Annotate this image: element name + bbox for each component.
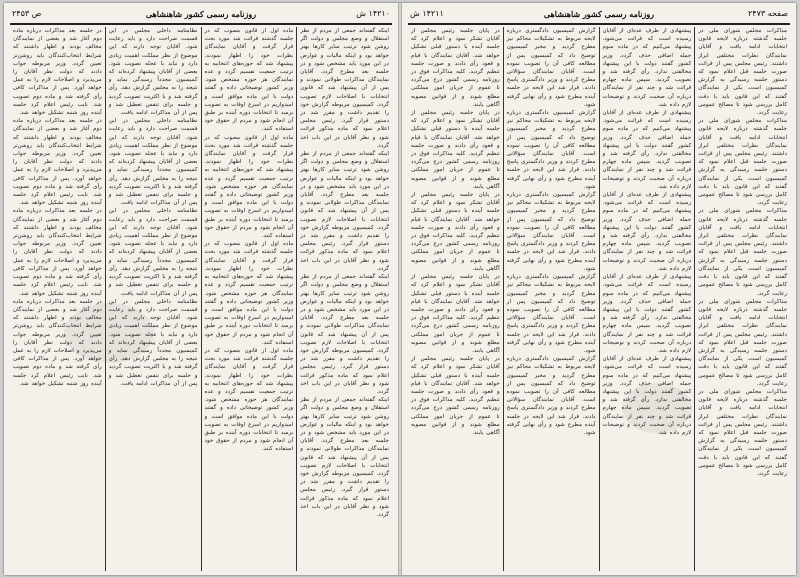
column-text: مذاکرات مجلس شورای ملی در جلسه گذشته درباره لایحه قانون انتخابات ادامه یافت و آقایان نمایندگان نظرات مختلفی ابراز داشتند. رئیس مجلس پس از قرائت صورت جلسه قبل اعلام نمود که دستور جلسه رسیدگی به گزارش کمیسیون است. یکی از نمایندگان گفتند که این قانون باید با دقت کامل بررسی شود تا مصالح عمومی رعایت گردد. bbox=[698, 28, 787, 117]
column-text: ماده اول از قانون مصوب که در جلسه گذشته قرائت شد مورد بحث قرار گرفت و آقایان نمایندگان نظرات خود را اظهار نمودند. پیشنهاد شد که حوزه‌های انتخابیه به ترتیب جمعیت تقسیم گردد و عده نمایندگان هر حوزه مشخص شود. وزیر کشور توضیحاتی داده و گفتند دولت با این ماده موافق است و امیدواریم در اسرع اوقات به تصویب برسد تا انتخابات دوره آینده بر طبق آن انجام شود و مردم از حقوق خود استفاده کنند. bbox=[204, 241, 294, 346]
left-column-4 bbox=[10, 27, 105, 571]
column-text: در جلسه بعد مذاکرات درباره ماده دوم آغاز شد و بعضی از نمایندگان مخالف بودند و اظهار داشتند که شرایط انتخاب‌کنندگان باید روشن‌تر تعیین گردد. وزیر مربوطه جواب دادند که دولت نظر آقایان را می‌پذیرد و اصلاحات لازم را به عمل خواهد آورد. پس از مذاکرات کافی رأی گرفته شد و ماده دوم تصویب شد. نایب رئیس اعلام کرد جلسه آینده روز شنبه تشکیل خواهد شد. bbox=[13, 298, 102, 387]
right-issue-number: ۱۴۲۱۱ ش bbox=[410, 9, 444, 18]
column-text: پیشنهادی از طرف عده‌ای از آقایان رسیده است که قرائت می‌شود. پیشنهاد می‌کنیم که در ماده سوم جمله اضافی حذف گردد. وزیر کشور گفتند دولت با این پیشنهاد مخالفتی ندارد. رأی گرفته شد و تصویب گردید. سپس ماده چهارم قرائت شد و چند نفر از نمایندگان درباره آن صحبت کردند و توضیحات لازم داده شد. bbox=[602, 274, 692, 354]
column-text: گزارش کمیسیون دادگستری درباره لایحه مربوط به تشکیلات محاکم نیز مطرح گردید و مخبر کمیسیون توضیح داد که کمیسیون پس از مطالعه کافی آن را تصویب نموده است. آقایان نمایندگان سؤالاتی مطرح کردند و وزیر دادگستری پاسخ دادند. قرار شد این لایحه در جلسه آینده مطرح شود و رأی نهایی گرفته شود. bbox=[506, 356, 596, 436]
column-text: نظامنامه داخلی مجلس در این قسمت صراحت دارد و باید رعایت شود. آقایان توجه دارند که این موضوع از نظر مملکت اهمیت زیادی دارد و نباید با عجله تصویب شود. بعضی از آقایان پیشنهاد کرده‌اند که کمیسیون مجدداً رسیدگی نماید و نتیجه را به مجلس گزارش دهد. رأی گرفته شد و با اکثریت تصویب گردید و جلسه برای تنفس تعطیل شد و پس از آن مذاکرات ادامه یافت. bbox=[108, 118, 198, 207]
left-page-title: روزنامه رسمی کشور شاهنشاهی bbox=[145, 9, 257, 19]
column-text: نظامنامه داخلی مجلس در این قسمت صراحت دارد و باید رعایت شود. آقایان توجه دارند که این موضوع از نظر مملکت اهمیت زیادی دارد و نباید با عجله تصویب شود. بعضی از آقایان پیشنهاد کرده‌اند که کمیسیون مجدداً رسیدگی نماید و نتیجه را به مجلس گزارش دهد. رأی گرفته شد و با اکثریت تصویب گردید و جلسه برای تنفس تعطیل شد و پس از آن مذاکرات ادامه یافت. bbox=[108, 28, 198, 117]
left-issue-number: ۱۴۲۱۰ ش bbox=[356, 9, 390, 18]
left-page-header bbox=[10, 7, 392, 25]
column-text: اینکه گفته‌اند جمعی از مردم از نظر استقلال و وضع مجلس و دولت اگر روشن شود ترتیب سایر کارها بهتر خواهد بود و اینکه مالیات و عوارض در این مورد باید مشخص شود و در جلسه بعد مطرح گردد. آقایان نمایندگان مذاکرات طولانی نمودند و پس از آن پیشنهاد شد که قانون انتخابات با اصلاحات لازم تصویب گردد. کمیسیون مربوطه گزارش خود را تقدیم داشت و مقرر شد در دستور قرار گیرد. رئیس مجلس اعلام نمود که ماده مذکور قرائت شود و نظر آقایان در این باب اخذ گردد. bbox=[300, 28, 389, 149]
column-text: در جلسه بعد مذاکرات درباره ماده دوم آغاز شد و بعضی از نمایندگان مخالف بودند و اظهار داشتند که شرایط انتخاب‌کنندگان باید روشن‌تر تعیین گردد. وزیر مربوطه جواب دادند که دولت نظر آقایان را می‌پذیرد و اصلاحات لازم را به عمل خواهد آورد. پس از مذاکرات کافی رأی گرفته شد و ماده دوم تصویب شد. نایب رئیس اعلام کرد جلسه آینده روز شنبه تشکیل خواهد شد. bbox=[13, 118, 102, 207]
column-text: مذاکرات مجلس شورای ملی در جلسه گذشته درباره لایحه قانون انتخابات ادامه یافت و آقایان نمایندگان نظرات مختلفی ابراز داشتند. رئیس مجلس پس از قرائت صورت جلسه قبل اعلام نمود که دستور جلسه رسیدگی به گزارش کمیسیون است. یکی از نمایندگان گفتند که این قانون باید با دقت کامل بررسی شود تا مصالح عمومی رعایت گردد. bbox=[698, 118, 787, 207]
right-page bbox=[402, 3, 796, 575]
paper-stain bbox=[64, 303, 154, 363]
column-text: اینکه گفته‌اند جمعی از مردم از نظر استقلال و وضع مجلس و دولت اگر روشن شود ترتیب سایر کارها بهتر خواهد بود و اینکه مالیات و عوارض در این مورد باید مشخص شود و در جلسه بعد مطرح گردد. آقایان نمایندگان مذاکرات طولانی نمودند و پس از آن پیشنهاد شد که قانون انتخابات با اصلاحات لازم تصویب گردد. کمیسیون مربوطه گزارش خود را تقدیم داشت و مقرر شد در دستور قرار گیرد. رئیس مجلس اعلام نمود که ماده مذکور قرائت شود و نظر آقایان در این باب اخذ گردد. bbox=[300, 151, 389, 272]
column-text: اینکه گفته‌اند جمعی از مردم از نظر استقلال و وضع مجلس و دولت اگر روشن شود ترتیب سایر کارها بهتر خواهد بود و اینکه مالیات و عوارض در این مورد باید مشخص شود و در جلسه بعد مطرح گردد. آقایان نمایندگان مذاکرات طولانی نمودند و پس از آن پیشنهاد شد که قانون انتخابات با اصلاحات لازم تصویب گردد. کمیسیون مربوطه گزارش خود را تقدیم داشت و مقرر شد در دستور قرار گیرد. رئیس مجلس اعلام نمود که ماده مذکور قرائت شود و نظر آقایان در این باب اخذ گردد. bbox=[300, 397, 389, 518]
right-page-header bbox=[408, 7, 790, 25]
column-text: نظامنامه داخلی مجلس در این قسمت صراحت دارد و باید رعایت شود. آقایان توجه دارند که این موضوع از نظر مملکت اهمیت زیادی دارد و نباید با عجله تصویب شود. بعضی از آقایان پیشنهاد کرده‌اند که کمیسیون مجدداً رسیدگی نماید و نتیجه را به مجلس گزارش دهد. رأی گرفته شد و با اکثریت تصویب گردید و جلسه برای تنفس تعطیل شد و پس از آن مذاکرات ادامه یافت. bbox=[108, 298, 198, 387]
column-text: گزارش کمیسیون دادگستری درباره لایحه مربوط به تشکیلات محاکم نیز مطرح گردید و مخبر کمیسیون توضیح داد که کمیسیون پس از مطالعه کافی آن را تصویب نموده است. آقایان نمایندگان سؤالاتی مطرح کردند و وزیر دادگستری پاسخ دادند. قرار شد این لایحه در جلسه آینده مطرح شود و رأی نهایی گرفته شود. bbox=[506, 192, 596, 272]
column-text: گزارش کمیسیون دادگستری درباره لایحه مربوط به تشکیلات محاکم نیز مطرح گردید و مخبر کمیسیون توضیح داد که کمیسیون پس از مطالعه کافی آن را تصویب نموده است. آقایان نمایندگان سؤالاتی مطرح کردند و وزیر دادگستری پاسخ دادند. قرار شد این لایحه در جلسه آینده مطرح شود و رأی نهایی گرفته شود. bbox=[506, 28, 596, 108]
right-page-number: صفحه ۲۴۷۳ bbox=[747, 9, 788, 18]
column-text: نظامنامه داخلی مجلس در این قسمت صراحت دارد و باید رعایت شود. آقایان توجه دارند که این موضوع از نظر مملکت اهمیت زیادی دارد و نباید با عجله تصویب شود. بعضی از آقایان پیشنهاد کرده‌اند که کمیسیون مجدداً رسیدگی نماید و نتیجه را به مجلس گزارش دهد. رأی گرفته شد و با اکثریت تصویب گردید و جلسه برای تنفس تعطیل شد و پس از آن مذاکرات ادامه یافت. bbox=[108, 208, 198, 297]
newspaper-spread bbox=[4, 3, 796, 575]
column-text: گزارش کمیسیون دادگستری درباره لایحه مربوط به تشکیلات محاکم نیز مطرح گردید و مخبر کمیسیون توضیح داد که کمیسیون پس از مطالعه کافی آن را تصویب نموده است. آقایان نمایندگان سؤالاتی مطرح کردند و وزیر دادگستری پاسخ دادند. قرار شد این لایحه در جلسه آینده مطرح شود و رأی نهایی گرفته شود. bbox=[506, 274, 596, 354]
column-text: ماده اول از قانون مصوب که در جلسه گذشته قرائت شد مورد بحث قرار گرفت و آقایان نمایندگان نظرات خود را اظهار نمودند. پیشنهاد شد که حوزه‌های انتخابیه به ترتیب جمعیت تقسیم گردد و عده نمایندگان هر حوزه مشخص شود. وزیر کشور توضیحاتی داده و گفتند دولت با این ماده موافق است و امیدواریم در اسرع اوقات به تصویب برسد تا انتخابات دوره آینده بر طبق آن انجام شود و مردم از حقوق خود استفاده کنند. bbox=[204, 134, 294, 240]
right-column-2 bbox=[599, 27, 695, 571]
right-columns bbox=[408, 27, 790, 571]
right-column-4 bbox=[408, 27, 503, 571]
column-text: در جلسه بعد مذاکرات درباره ماده دوم آغاز شد و بعضی از نمایندگان مخالف بودند و اظهار داشتند که شرایط انتخاب‌کنندگان باید روشن‌تر تعیین گردد. وزیر مربوطه جواب دادند که دولت نظر آقایان را می‌پذیرد و اصلاحات لازم را به عمل خواهد آورد. پس از مذاکرات کافی رأی گرفته شد و ماده دوم تصویب شد. نایب رئیس اعلام کرد جلسه آینده روز شنبه تشکیل خواهد شد. bbox=[13, 208, 102, 297]
column-text: ماده اول از قانون مصوب که در جلسه گذشته قرائت شد مورد بحث قرار گرفت و آقایان نمایندگان نظرات خود را اظهار نمودند. پیشنهاد شد که حوزه‌های انتخابیه به ترتیب جمعیت تقسیم گردد و عده نمایندگان هر حوزه مشخص شود. وزیر کشور توضیحاتی داده و گفتند دولت با این ماده موافق است و امیدواریم در اسرع اوقات به تصویب برسد تا انتخابات دوره آینده بر طبق آن انجام شود و مردم از حقوق خود استفاده کنند. bbox=[204, 28, 294, 133]
column-text: در پایان جلسه رئیس مجلس از آقایان تشکر نمود و اعلام کرد که جلسه آینده با دستور قبلی تشکیل خواهد شد. آقایان نمایندگان با قیام و قعود رأی دادند و صورت جلسه تنظیم گردید. کلیه مذاکرات فوق در روزنامه رسمی کشور درج می‌گردد تا عموم از جریان امور مملکتی مطلع شوند و از قوانین مصوبه آگاهی یابند. bbox=[411, 110, 500, 190]
column-text: پیشنهادی از طرف عده‌ای از آقایان رسیده است که قرائت می‌شود. پیشنهاد می‌کنیم که در ماده سوم جمله اضافی حذف گردد. وزیر کشور گفتند دولت با این پیشنهاد مخالفتی ندارد. رأی گرفته شد و تصویب گردید. سپس ماده چهارم قرائت شد و چند نفر از نمایندگان درباره آن صحبت کردند و توضیحات لازم داده شد. bbox=[602, 28, 692, 108]
paper-stain bbox=[622, 383, 692, 433]
right-page-title: روزنامه رسمی کشور شاهنشاهی bbox=[543, 9, 655, 19]
right-column-3 bbox=[503, 27, 599, 571]
right-column-1 bbox=[694, 27, 790, 571]
column-text: مذاکرات مجلس شورای ملی در جلسه گذشته درباره لایحه قانون انتخابات ادامه یافت و آقایان نمایندگان نظرات مختلفی ابراز داشتند. رئیس مجلس پس از قرائت صورت جلسه قبل اعلام نمود که دستور جلسه رسیدگی به گزارش کمیسیون است. یکی از نمایندگان گفتند که این قانون باید با دقت کامل بررسی شود تا مصالح عمومی رعایت گردد. bbox=[698, 208, 787, 297]
left-column-2 bbox=[201, 27, 297, 571]
column-text: در پایان جلسه رئیس مجلس از آقایان تشکر نمود و اعلام کرد که جلسه آینده با دستور قبلی تشکیل خواهد شد. آقایان نمایندگان با قیام و قعود رأی دادند و صورت جلسه تنظیم گردید. کلیه مذاکرات فوق در روزنامه رسمی کشور درج می‌گردد تا عموم از جریان امور مملکتی مطلع شوند و از قوانین مصوبه آگاهی یابند. bbox=[411, 28, 500, 108]
column-text: پیشنهادی از طرف عده‌ای از آقایان رسیده است که قرائت می‌شود. پیشنهاد می‌کنیم که در ماده سوم جمله اضافی حذف گردد. وزیر کشور گفتند دولت با این پیشنهاد مخالفتی ندارد. رأی گرفته شد و تصویب گردید. سپس ماده چهارم قرائت شد و چند نفر از نمایندگان درباره آن صحبت کردند و توضیحات لازم داده شد. bbox=[602, 192, 692, 272]
column-text: در پایان جلسه رئیس مجلس از آقایان تشکر نمود و اعلام کرد که جلسه آینده با دستور قبلی تشکیل خواهد شد. آقایان نمایندگان با قیام و قعود رأی دادند و صورت جلسه تنظیم گردید. کلیه مذاکرات فوق در روزنامه رسمی کشور درج می‌گردد تا عموم از جریان امور مملکتی مطلع شوند و از قوانین مصوبه آگاهی یابند. bbox=[411, 274, 500, 354]
column-text: ماده اول از قانون مصوب که در جلسه گذشته قرائت شد مورد بحث قرار گرفت و آقایان نمایندگان نظرات خود را اظهار نمودند. پیشنهاد شد که حوزه‌های انتخابیه به ترتیب جمعیت تقسیم گردد و عده نمایندگان هر حوزه مشخص شود. وزیر کشور توضیحاتی داده و گفتند دولت با این ماده موافق است و امیدواریم در اسرع اوقات به تصویب برسد تا انتخابات دوره آینده بر طبق آن انجام شود و مردم از حقوق خود استفاده کنند. bbox=[204, 347, 294, 453]
left-page-number: ۲۴۵۳ ص bbox=[12, 9, 42, 18]
column-text: مذاکرات مجلس شورای ملی در جلسه گذشته درباره لایحه قانون انتخابات ادامه یافت و آقایان نمایندگان نظرات مختلفی ابراز داشتند. رئیس مجلس پس از قرائت صورت جلسه قبل اعلام نمود که دستور جلسه رسیدگی به گزارش کمیسیون است. یکی از نمایندگان گفتند که این قانون باید با دقت کامل بررسی شود تا مصالح عمومی رعایت گردد. bbox=[698, 298, 787, 387]
column-text: مذاکرات مجلس شورای ملی در جلسه گذشته درباره لایحه قانون انتخابات ادامه یافت و آقایان نمایندگان نظرات مختلفی ابراز داشتند. رئیس مجلس پس از قرائت صورت جلسه قبل اعلام نمود که دستور جلسه رسیدگی به گزارش کمیسیون است. یکی از نمایندگان گفتند که این قانون باید با دقت کامل بررسی شود تا مصالح عمومی رعایت گردد. bbox=[698, 388, 787, 477]
column-text: گزارش کمیسیون دادگستری درباره لایحه مربوط به تشکیلات محاکم نیز مطرح گردید و مخبر کمیسیون توضیح داد که کمیسیون پس از مطالعه کافی آن را تصویب نموده است. آقایان نمایندگان سؤالاتی مطرح کردند و وزیر دادگستری پاسخ دادند. قرار شد این لایحه در جلسه آینده مطرح شود و رأی نهایی گرفته شود. bbox=[506, 110, 596, 190]
column-text: در جلسه بعد مذاکرات درباره ماده دوم آغاز شد و بعضی از نمایندگان مخالف بودند و اظهار داشتند که شرایط انتخاب‌کنندگان باید روشن‌تر تعیین گردد. وزیر مربوطه جواب دادند که دولت نظر آقایان را می‌پذیرد و اصلاحات لازم را به عمل خواهد آورد. پس از مذاکرات کافی رأی گرفته شد و ماده دوم تصویب شد. نایب رئیس اعلام کرد جلسه آینده روز شنبه تشکیل خواهد شد. bbox=[13, 28, 102, 117]
left-page bbox=[4, 3, 398, 575]
column-text: در پایان جلسه رئیس مجلس از آقایان تشکر نمود و اعلام کرد که جلسه آینده با دستور قبلی تشکیل خواهد شد. آقایان نمایندگان با قیام و قعود رأی دادند و صورت جلسه تنظیم گردید. کلیه مذاکرات فوق در روزنامه رسمی کشور درج می‌گردد تا عموم از جریان امور مملکتی مطلع شوند و از قوانین مصوبه آگاهی یابند. bbox=[411, 192, 500, 272]
column-text: پیشنهادی از طرف عده‌ای از آقایان رسیده است که قرائت می‌شود. پیشنهاد می‌کنیم که در ماده سوم جمله اضافی حذف گردد. وزیر کشور گفتند دولت با این پیشنهاد مخالفتی ندارد. رأی گرفته شد و تصویب گردید. سپس ماده چهارم قرائت شد و چند نفر از نمایندگان درباره آن صحبت کردند و توضیحات لازم داده شد. bbox=[602, 110, 692, 190]
column-text: اینکه گفته‌اند جمعی از مردم از نظر استقلال و وضع مجلس و دولت اگر روشن شود ترتیب سایر کارها بهتر خواهد بود و اینکه مالیات و عوارض در این مورد باید مشخص شود و در جلسه بعد مطرح گردد. آقایان نمایندگان مذاکرات طولانی نمودند و پس از آن پیشنهاد شد که قانون انتخابات با اصلاحات لازم تصویب گردد. کمیسیون مربوطه گزارش خود را تقدیم داشت و مقرر شد در دستور قرار گیرد. رئیس مجلس اعلام نمود که ماده مذکور قرائت شود و نظر آقایان در این باب اخذ گردد. bbox=[300, 274, 389, 395]
left-column-3 bbox=[105, 27, 201, 571]
column-text: پیشنهادی از طرف عده‌ای از آقایان رسیده است که قرائت می‌شود. پیشنهاد می‌کنیم که در ماده سوم جمله اضافی حذف گردد. وزیر کشور گفتند دولت با این پیشنهاد مخالفتی ندارد. رأی گرفته شد و تصویب گردید. سپس ماده چهارم قرائت شد و چند نفر از نمایندگان درباره آن صحبت کردند و توضیحات لازم داده شد. bbox=[602, 356, 692, 436]
left-column-1 bbox=[296, 27, 392, 571]
left-columns bbox=[10, 27, 392, 571]
column-text: در پایان جلسه رئیس مجلس از آقایان تشکر نمود و اعلام کرد که جلسه آینده با دستور قبلی تشکیل خواهد شد. آقایان نمایندگان با قیام و قعود رأی دادند و صورت جلسه تنظیم گردید. کلیه مذاکرات فوق در روزنامه رسمی کشور درج می‌گردد تا عموم از جریان امور مملکتی مطلع شوند و از قوانین مصوبه آگاهی یابند. bbox=[411, 356, 500, 436]
